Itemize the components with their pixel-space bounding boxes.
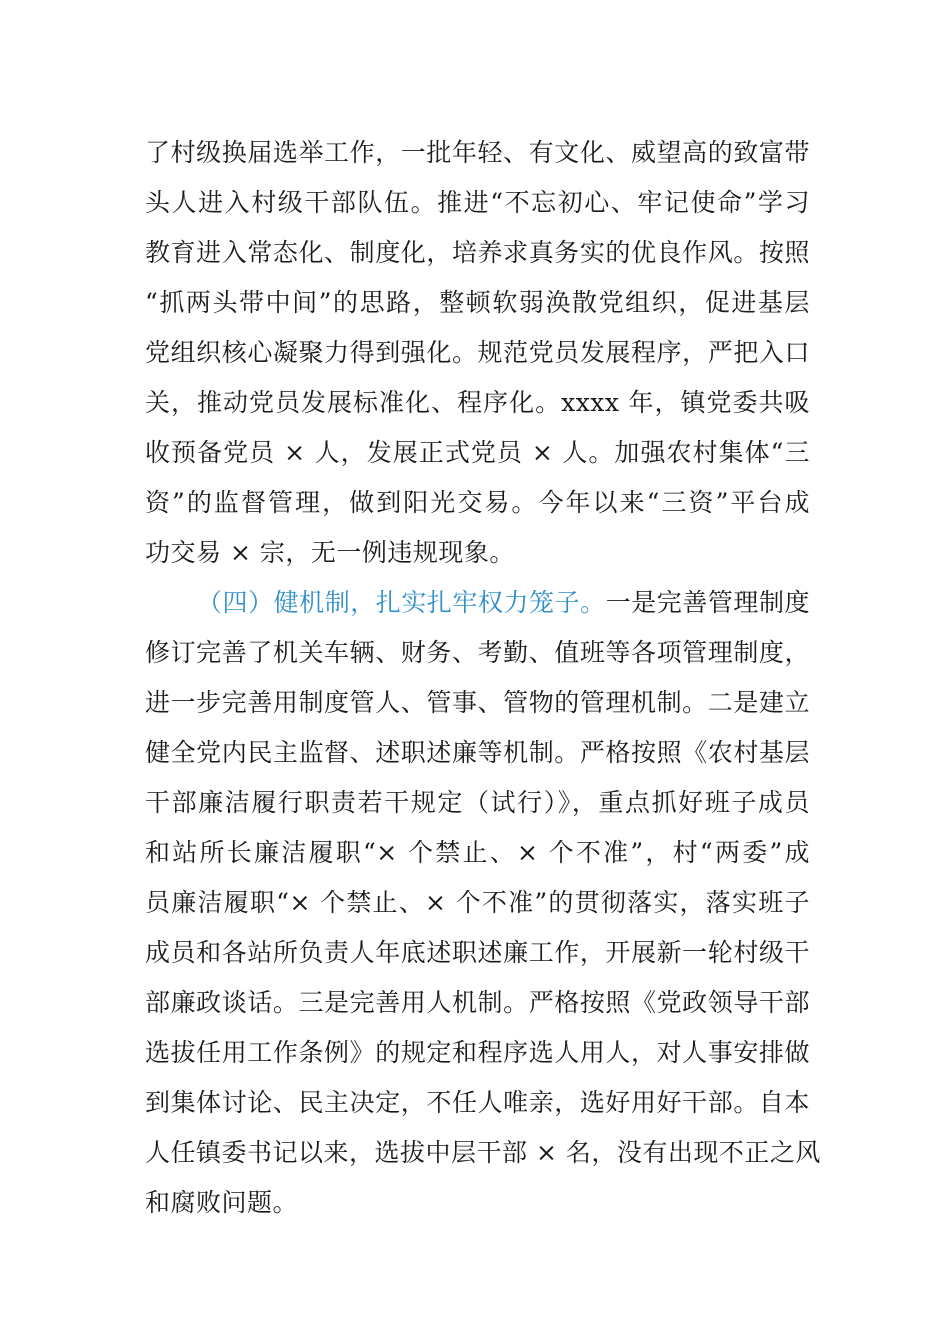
text-line: 部廉政谈话。三是完善用人机制。严格按照《党政领导干部 (145, 988, 810, 1017)
text-line: 到集体讨论、民主决定，不任人唯亲，选好用好干部。自本 (145, 1088, 810, 1117)
text-line: 员廉洁履职“× 个禁止、× 个不准”的贯彻落实，落实班子 (145, 888, 810, 917)
text-line: 了村级换届选举工作，一批年轻、有文化、威望高的致富带 (145, 138, 810, 167)
section-first-line (197, 583, 810, 623)
text-line: 进一步完善用制度管人、管事、管物的管理机制。二是建立 (145, 688, 810, 717)
text-line: “抓两头带中间”的思路，整顿软弱涣散党组织，促进基层 (145, 288, 810, 317)
section-first-line-text: 一是完善管理制度 (605, 588, 810, 617)
text-line: 教育进入常态化、制度化，培养求真务实的优良作风。按照 (145, 238, 810, 267)
text-line: 干部廉洁履行职责若干规定（试行）》，重点抓好班子成员 (145, 788, 810, 817)
text-line: 和站所长廉洁履职“× 个禁止、× 个不准”，村“两委”成 (145, 838, 810, 867)
text-line: 党组织核心凝聚力得到强化。规范党员发展程序，严把入口 (145, 338, 810, 367)
text-line: 头人进入村级干部队伍。推进“不忘初心、牢记使命”学习 (145, 188, 810, 217)
text-line: 健全党内民主监督、述职述廉等机制。严格按照《农村基层 (145, 738, 810, 767)
text-line: 功交易 × 宗，无一例违规现象。 (145, 538, 515, 567)
text-line: 修订完善了机关车辆、财务、考勤、值班等各项管理制度， (145, 638, 810, 667)
text-line: 成员和各站所负责人年底述职述廉工作，开展新一轮村级干 (145, 938, 810, 967)
text-line: 选拔任用工作条例》的规定和程序选人用人，对人事安排做 (145, 1038, 810, 1067)
text-line: 资”的监督管理，做到阳光交易。今年以来“三资”平台成 (145, 488, 810, 517)
text-line: 人任镇委书记以来，选拔中层干部 × 名，没有出现不正之风 (145, 1138, 821, 1167)
text-line: 关，推动党员发展标准化、程序化。xxxx 年，镇党委共吸 (145, 388, 810, 417)
text-line: 收预备党员 × 人，发展正式党员 × 人。加强农村集体“三 (145, 438, 810, 467)
section-heading: （四）健机制，扎实扎牢权力笼子。 (197, 588, 606, 617)
text-line: 和腐败问题。 (145, 1188, 299, 1217)
